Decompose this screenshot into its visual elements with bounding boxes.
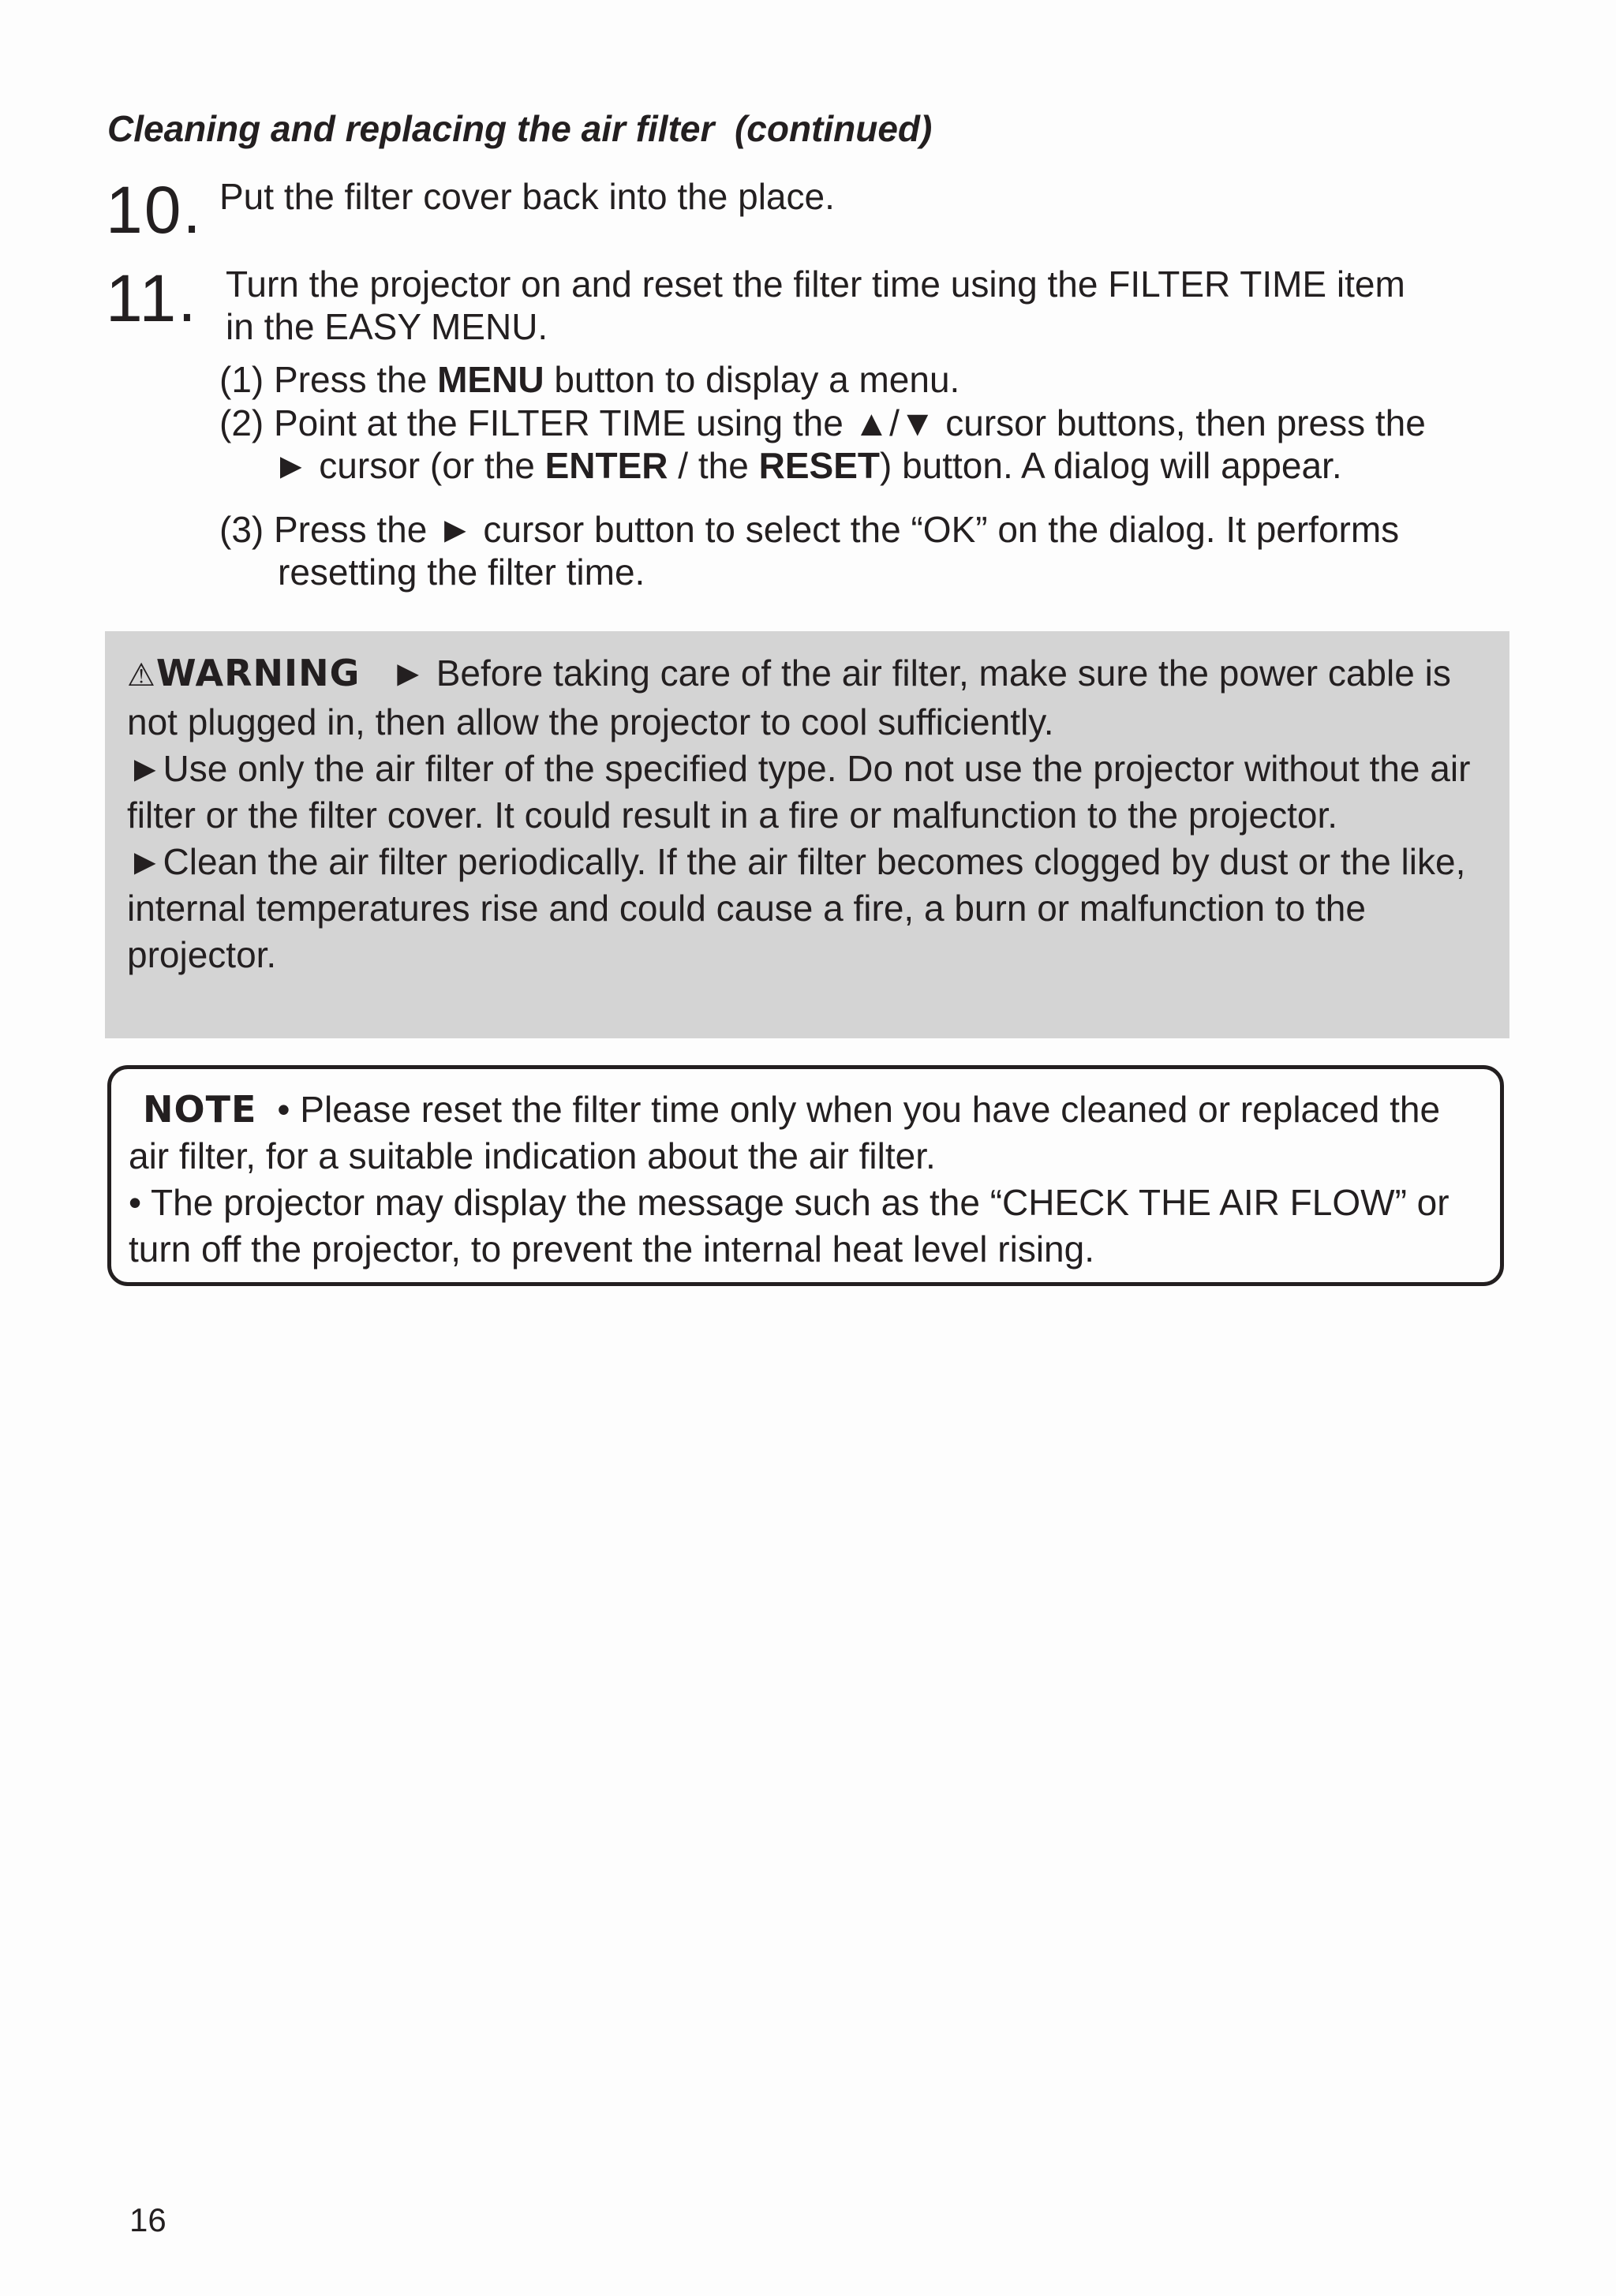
- step-11-text: [226, 263, 1405, 348]
- substep-1-prefix: (1) Press the: [219, 359, 438, 400]
- step-10-text: Put the filter cover back into the place.: [219, 176, 835, 217]
- substep-1-rest: button to display a menu.: [544, 359, 960, 400]
- warning-triangle-icon: ⚠: [127, 657, 156, 694]
- note-paragraph-1: [129, 1086, 1486, 1180]
- section-heading: Cleaning and replacing the air filter (continued): [107, 108, 933, 149]
- reset-button-name: RESET: [758, 445, 880, 486]
- warning-paragraph-2: ►Use only the air filter of the specified type. Do not use the projector without the air filter or the filter cover. It could result in a fire or malfunction to the projector.: [127, 748, 1471, 836]
- menu-button-name: MENU: [437, 359, 544, 400]
- note-paragraph-1-text: • Please reset the filter time only when you have cleaned or replaced the air filter, for a suitable indication about the air filter.: [129, 1089, 1441, 1176]
- step-10-number: 10.: [106, 173, 203, 247]
- warning-label-text: WARNING: [155, 652, 361, 694]
- substep-1: [219, 358, 960, 401]
- note-paragraph-2: • The projector may display the message such as the “CHECK THE AIR FLOW” or turn off the projector, to prevent the internal heat level rising.: [129, 1182, 1450, 1270]
- warning-paragraph-1-text: ► Before taking care of the air filter, make sure the power cable is not plugged in, then allow the projector to cool sufficiently.: [127, 653, 1451, 742]
- note-box: [107, 1065, 1504, 1286]
- step-11-line-1: Turn the projector on and reset the filter time using the FILTER TIME item: [226, 264, 1405, 305]
- warning-paragraph-1: [127, 650, 1500, 746]
- warning-box: [105, 631, 1509, 1038]
- substep-2-part-d: ) button. A dialog will appear.: [879, 445, 1342, 486]
- warning-label: [127, 652, 360, 694]
- step-11-number: 11.: [106, 261, 198, 335]
- substep-3-line-2: resetting the filter time.: [278, 552, 645, 593]
- note-label: NOTE: [143, 1088, 257, 1131]
- substep-3: [219, 508, 1399, 593]
- warning-text: [127, 650, 1500, 978]
- substep-2-line-1: (2) Point at the FILTER TIME using the ▲/▼ cursor buttons, then press the: [219, 402, 1426, 443]
- substep-2: [219, 402, 1426, 487]
- note-text: [129, 1086, 1486, 1273]
- substep-3-line-1: (3) Press the ► cursor button to select the “OK” on the dialog. It performs: [219, 509, 1400, 550]
- step-11-line-2: in the EASY MENU.: [226, 306, 548, 347]
- warning-paragraph-3: ►Clean the air filter periodically. If the air filter becomes clogged by dust or the like, internal temperatures rise and could cause a fire, a burn or malfunction to the projector.: [127, 841, 1466, 975]
- substep-2-part-c: / the: [668, 445, 759, 486]
- substep-2-part-a: ► cursor (or the: [273, 445, 545, 486]
- page-number: 16: [129, 2201, 166, 2238]
- substep-2-line-2: [219, 444, 1426, 487]
- enter-button-name: ENTER: [544, 445, 668, 486]
